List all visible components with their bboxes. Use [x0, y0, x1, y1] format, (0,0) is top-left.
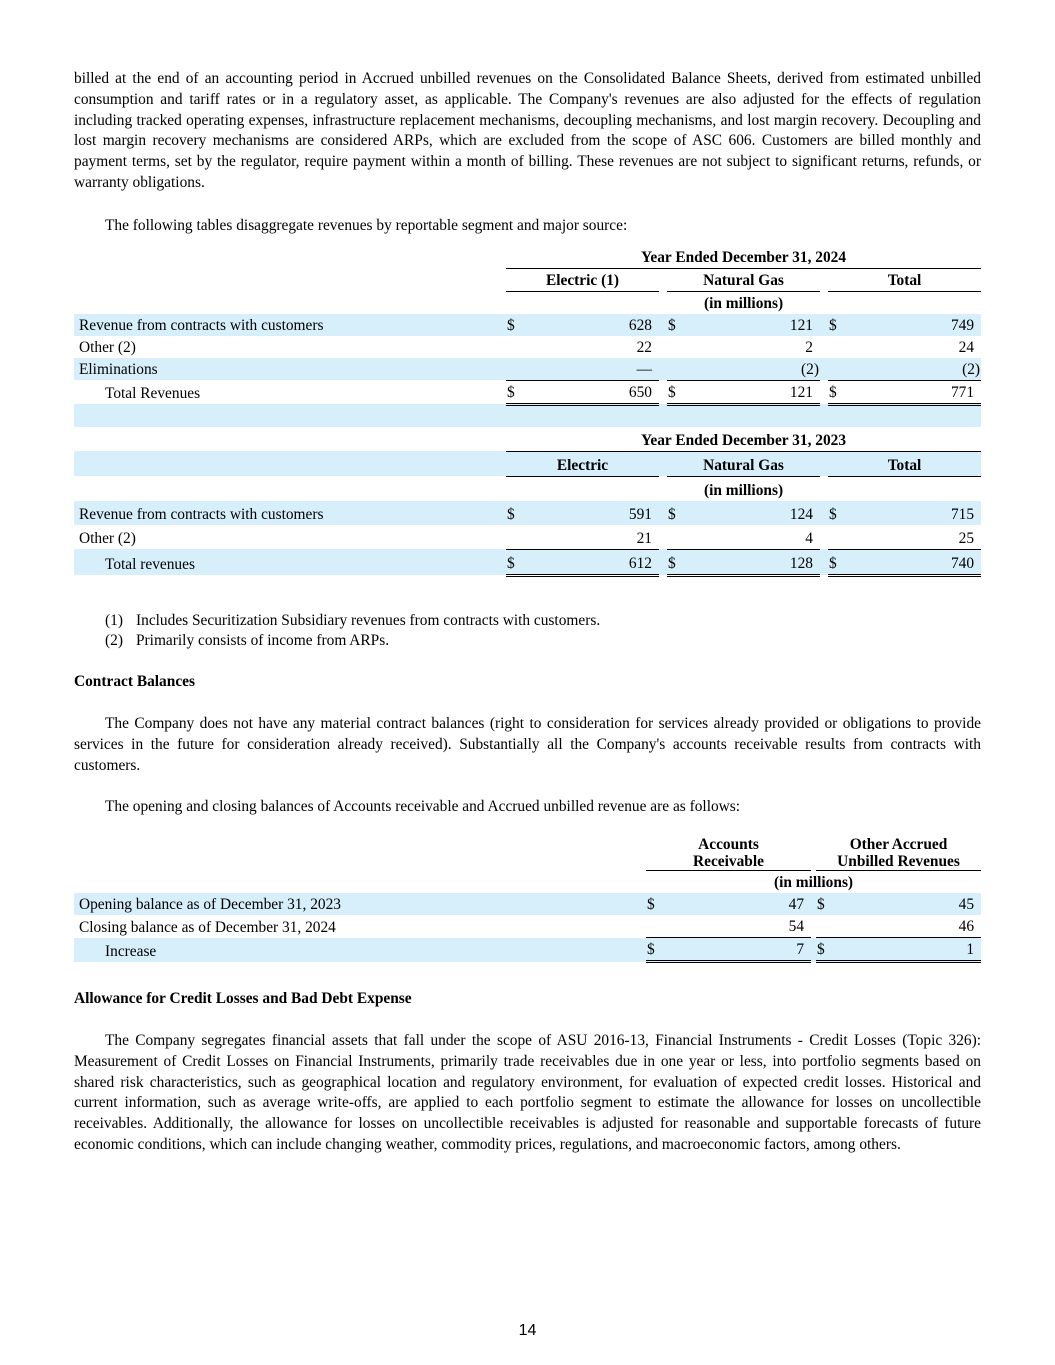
row-label: Other (2) [79, 338, 136, 356]
balances-table [74, 836, 981, 963]
col-header-natural-gas: Natural Gas [667, 268, 820, 291]
cell-value: 2 [805, 338, 813, 356]
row-label: Revenue from contracts with customers [74, 501, 506, 525]
cell-value: 47 [666, 893, 811, 915]
revenue-table-2024 [74, 246, 981, 427]
unit-label-balances: (in millions) [773, 874, 854, 892]
dollar-sign [667, 525, 687, 550]
col-header-total: Total [828, 451, 981, 476]
col-header-total: Total [828, 268, 981, 291]
dollar-sign: $ [506, 380, 526, 404]
dollar-sign: $ [828, 501, 848, 525]
cell-value: 628 [526, 314, 659, 336]
table-row [74, 938, 981, 962]
footnote-text: Includes Securitization Subsidiary revenues from contracts with customers. [136, 611, 601, 629]
unit-label-2023: (in millions) [703, 481, 784, 499]
dollar-sign: $ [667, 549, 687, 575]
table-row [74, 380, 981, 404]
dollar-sign: $ [828, 549, 848, 575]
cell-value: 124 [687, 501, 820, 525]
cell-value: 22 [636, 338, 652, 356]
row-label: Increase [74, 938, 646, 962]
allowance-heading: Allowance for Credit Losses and Bad Debt Expense [74, 990, 412, 1008]
table-row [74, 336, 981, 358]
cell-value: 591 [526, 501, 659, 525]
row-label: Closing balance as of December 31, 2024 [79, 918, 336, 936]
col-header-line: Unbilled Revenues [837, 853, 960, 871]
cell-value: 650 [526, 380, 659, 404]
balances-intro: The opening and closing balances of Accounts receivable and Accrued unbilled revenue are as follows: [105, 798, 741, 816]
cell-value: 715 [848, 501, 981, 525]
cell-value: 25 [848, 525, 981, 550]
dollar-sign: $ [667, 314, 687, 336]
row-label: Revenue from contracts with customers [74, 314, 506, 336]
dollar-sign [828, 336, 848, 358]
contract-balances-paragraph: The Company does not have any material contract balances (right to consideration for services already provided or obligations to provide services in the future for consideration already received). Substantially all the Company's accounts receivable results from contracts with customers. [74, 714, 981, 774]
dollar-sign: $ [506, 501, 526, 525]
footnote-text: Primarily consists of income from ARPs. [136, 632, 390, 650]
row-label: Other (2) [79, 530, 136, 548]
col-header-line: Other Accrued [849, 836, 948, 854]
intro-paragraph: billed at the end of an accounting period in Accrued unbilled revenues on the Consolidated Balance Sheets, derived from estimated unbilled consumption and tariff rates or in a regulatory asset, as applicable. The Company's revenues are also adjusted for the effects of regulation including tracked operating expenses, infrastructure replacement mechanisms, decoupling mechanisms, and lost margin recovery. Decoupling and lost margin recovery mechanisms are considered ARPs, which are excluded from the scope of ASC 606. Customers are billed monthly and payment terms, set by the regulator, require payment within a month of billing. These revenues are not subject to significant returns, refunds, or warranty obligations. [74, 70, 981, 191]
dollar-sign: $ [828, 380, 848, 404]
footnote [74, 611, 981, 632]
cell-value: 749 [848, 314, 981, 336]
row-label: Opening balance as of December 31, 2023 [74, 893, 646, 915]
dollar-sign: $ [816, 893, 836, 915]
dollar-sign [667, 358, 687, 381]
cell-value: — [526, 358, 659, 381]
cell-value: 121 [687, 380, 820, 404]
cell-value: 46 [836, 915, 981, 938]
col-header-electric: Electric [506, 451, 659, 476]
dollar-sign [506, 525, 526, 550]
cell-value: 740 [848, 549, 981, 575]
cell-value: (2) [848, 358, 981, 381]
col-header-line: Accounts [698, 836, 759, 854]
cell-value: 54 [666, 915, 811, 938]
cell-value: 7 [666, 938, 811, 962]
cell-value: 21 [526, 525, 659, 550]
table-row [74, 314, 981, 336]
footnote-key: (1) [105, 611, 123, 629]
cell-value: 45 [836, 893, 981, 915]
dollar-sign [828, 358, 848, 381]
dollar-sign: $ [646, 938, 666, 962]
dollar-sign [828, 525, 848, 550]
dollar-sign: $ [667, 501, 687, 525]
dollar-sign: $ [646, 893, 666, 915]
table-row [74, 525, 981, 550]
table-row [74, 893, 981, 915]
cell-value: 4 [687, 525, 820, 550]
period-header-2023: Year Ended December 31, 2023 [506, 429, 981, 452]
page-number: 14 [518, 1322, 537, 1339]
col-header-natural-gas: Natural Gas [667, 451, 820, 476]
tables-intro: The following tables disaggregate revenues by reportable segment and major source: [105, 216, 628, 234]
row-label: Eliminations [74, 358, 506, 381]
table-row [74, 358, 981, 381]
dollar-sign: $ [828, 314, 848, 336]
cell-value: 128 [687, 549, 820, 575]
footnotes [74, 611, 981, 653]
cell-value: 121 [687, 314, 820, 336]
table-row [74, 549, 981, 575]
cell-value: (2) [687, 358, 820, 381]
contract-balances-heading: Contract Balances [74, 673, 195, 691]
dollar-sign [646, 915, 666, 938]
cell-value: 24 [958, 338, 975, 356]
col-header-electric: Electric (1) [506, 268, 659, 291]
table-row [74, 501, 981, 525]
revenue-table-2023 [74, 429, 981, 577]
period-header-2024: Year Ended December 31, 2024 [506, 246, 981, 269]
dollar-sign: $ [816, 938, 836, 962]
cell-value: 1 [836, 938, 981, 962]
dollar-sign: $ [506, 549, 526, 575]
table-row [74, 915, 981, 938]
allowance-paragraph: The Company segregates financial assets that fall under the scope of ASU 2016-13, Financial Instruments - Credit Losses (Topic 326): Measurement of Credit Losses on Financial Instruments, primarily trade receivables due in one year or less, into portfolio segments based on shared risk characteristics, such as geographical location and regulatory environment, for evaluation of expected credit losses. Historical and current information, such as average write-offs, are applied to each portfolio segment to estimate the allowance for losses on uncollectible receivables. Additionally, the allowance for losses on uncollectible receivables is adjusted for reasonable and supportable forecasts of future economic conditions, which can include changing weather, commodity prices, regulations, and macroeconomic factors, among others. [74, 1031, 981, 1153]
dollar-sign: $ [667, 380, 687, 404]
col-header-line: Receivable [693, 853, 764, 871]
dollar-sign [506, 336, 526, 358]
dollar-sign [506, 358, 526, 381]
col-header-accounts-receivable [646, 836, 811, 871]
dollar-sign [667, 336, 687, 358]
spacer-row [74, 404, 981, 427]
document-page [74, 69, 981, 1156]
footnote-key: (2) [105, 632, 123, 650]
footnote [74, 631, 981, 652]
row-label: Total revenues [74, 549, 506, 575]
col-header-other-accrued [816, 836, 981, 871]
dollar-sign: $ [506, 314, 526, 336]
unit-label-2024: (in millions) [703, 294, 784, 312]
cell-value: 612 [526, 549, 659, 575]
dollar-sign [816, 915, 836, 938]
cell-value: 771 [848, 380, 981, 404]
row-label: Total Revenues [105, 385, 201, 403]
